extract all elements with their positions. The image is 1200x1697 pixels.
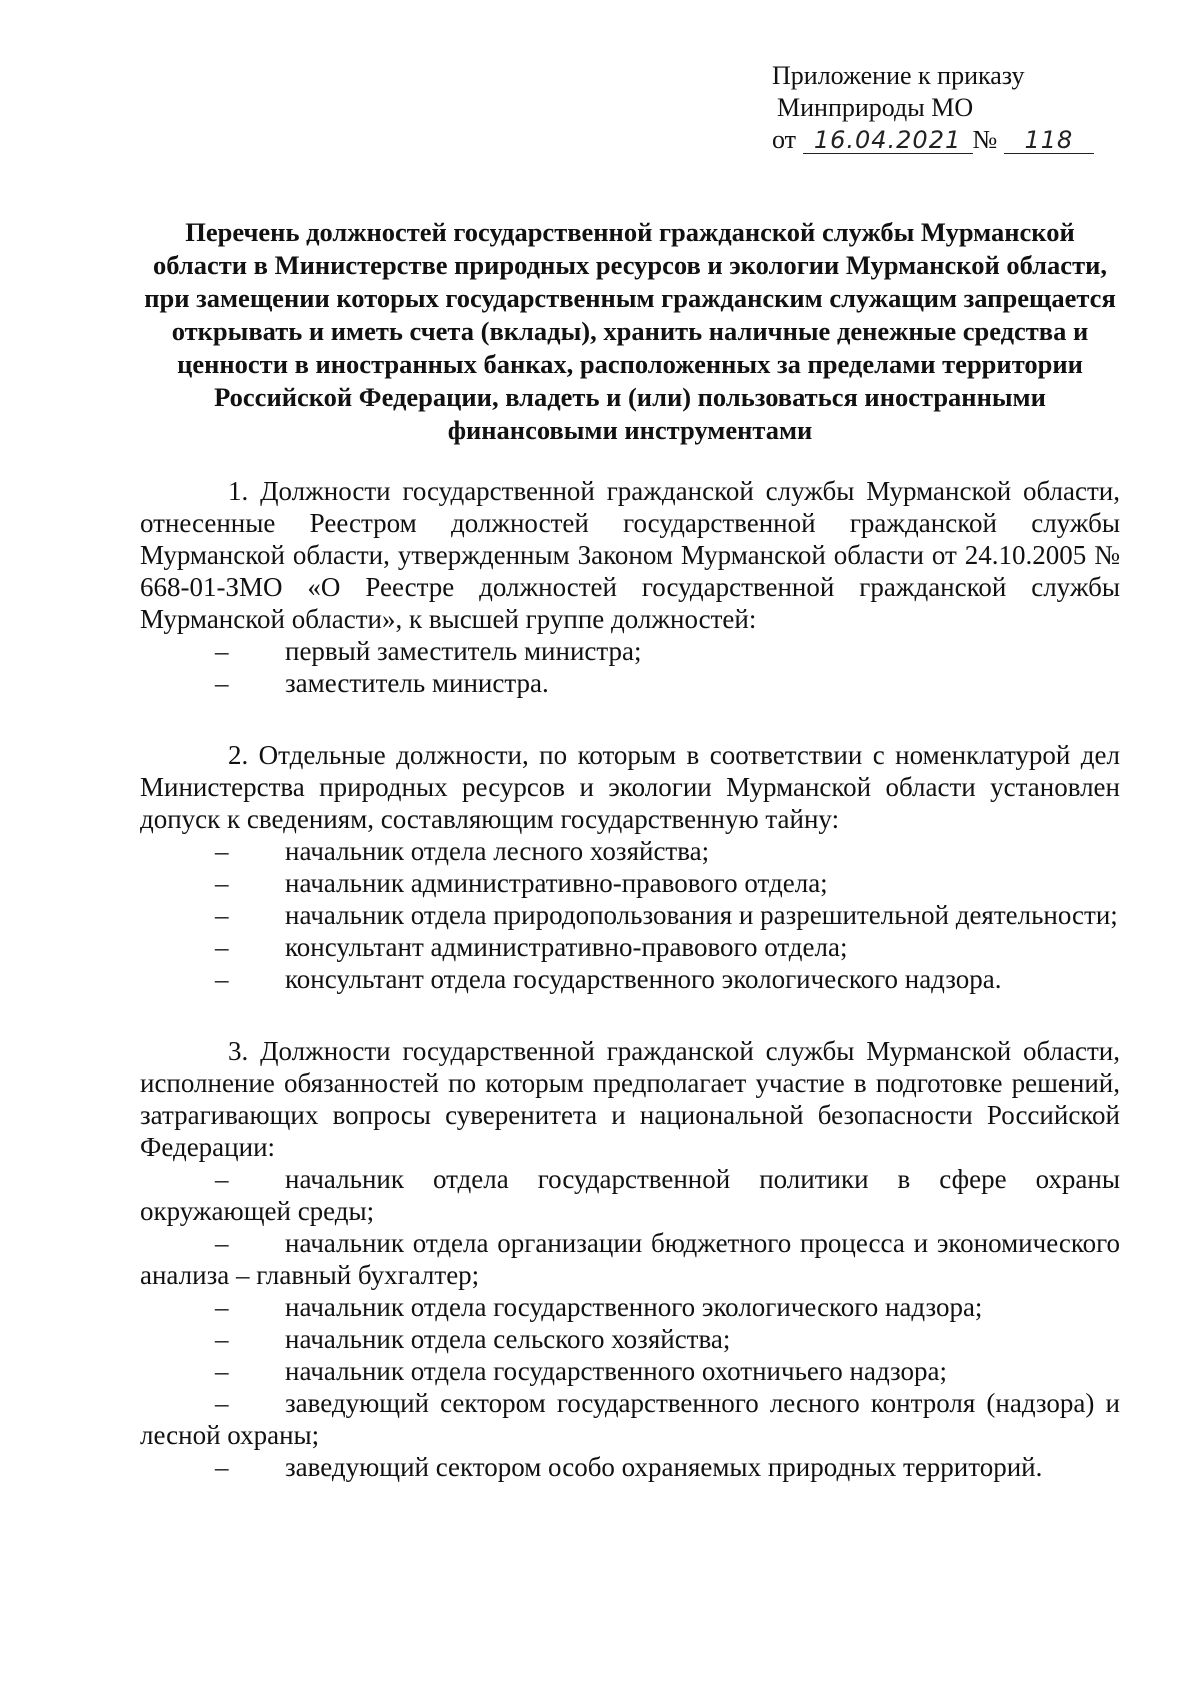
list-item-text: начальник отдела государственного охотничьего надзора; bbox=[285, 1356, 948, 1386]
dash-bullet: – bbox=[215, 1452, 229, 1482]
dash-bullet: – bbox=[215, 1292, 229, 1322]
list-item-text: начальник административно-правового отдела; bbox=[285, 868, 828, 898]
dash-bullet: – bbox=[215, 1388, 229, 1418]
number-label: № bbox=[972, 125, 998, 154]
list-item-text: консультант отдела государственного экологического надзора. bbox=[285, 964, 1002, 994]
list-item bbox=[140, 835, 1120, 867]
dash-bullet: – bbox=[215, 1228, 229, 1258]
list-item bbox=[140, 1227, 1120, 1291]
dash-bullet: – bbox=[215, 1164, 229, 1194]
list-item bbox=[140, 963, 1120, 995]
list-item-text: первый заместитель министра; bbox=[285, 636, 642, 666]
dash-bullet: – bbox=[215, 868, 229, 898]
from-label: от bbox=[772, 125, 797, 154]
list-item bbox=[140, 931, 1120, 963]
list-item-text: начальник отдела природопользования и разрешительной деятельности; bbox=[285, 900, 1118, 930]
list-item bbox=[140, 1355, 1120, 1387]
list-item-text: начальник отдела лесного хозяйства; bbox=[285, 836, 710, 866]
dash-bullet: – bbox=[215, 932, 229, 962]
dash-bullet: – bbox=[215, 636, 229, 666]
dash-bullet: – bbox=[215, 1356, 229, 1386]
list-item-text: заместитель министра. bbox=[285, 668, 549, 698]
list-item bbox=[140, 1451, 1120, 1483]
dash-bullet: – bbox=[215, 668, 229, 698]
list-item bbox=[140, 1323, 1120, 1355]
header-line-date-number bbox=[772, 124, 1094, 158]
list-item bbox=[140, 635, 1120, 667]
document-body bbox=[140, 475, 1120, 1483]
list-item-text: заведующий сектором государственного лесного контроля (надзора) и лесной охраны; bbox=[140, 1388, 1120, 1450]
dash-bullet: – bbox=[215, 1324, 229, 1354]
handwritten-date: 16.04.2021 bbox=[813, 126, 962, 154]
list-item bbox=[140, 899, 1120, 931]
document-title: Перечень должностей государственной гражданской службы Мурманской области в Министерстве природных ресурсов и экологии Мурманской области, при замещении которых государственным гражданским служащим запрещается открывать и иметь счета (вклады), хранить наличные денежные средства и ценности в иностранных банках, расположенных за пределами территории Российской Федерации, владеть и (или) пользоваться иностранными финансовыми инструментами bbox=[144, 217, 1116, 445]
list-item bbox=[140, 1387, 1120, 1451]
handwritten-number: 118 bbox=[1024, 126, 1074, 154]
header-line-appendix: Приложение к приказу bbox=[772, 61, 1025, 90]
number-field bbox=[1004, 127, 1094, 154]
section-2-intro: 2. Отдельные должности, по которым в соответствии с номенклатурой дел Министерства природных ресурсов и экологии Мурманской области установлен допуск к сведениям, составляющим государственную тайну: bbox=[140, 740, 1120, 834]
date-field bbox=[803, 127, 973, 154]
section-3-intro: 3. Должности государственной гражданской службы Мурманской области, исполнение обязанностей по которым предполагает участие в подготовке решений, затрагивающих вопросы суверенитета и национальной безопасности Российской Федерации: bbox=[140, 1036, 1120, 1162]
header-line-ministry: Минприроды МО bbox=[777, 93, 974, 122]
list-item-text: начальник отдела организации бюджетного процесса и экономического анализа – главный бухгалтер; bbox=[140, 1228, 1120, 1290]
order-header bbox=[772, 60, 1094, 158]
list-item bbox=[140, 1163, 1120, 1227]
list-item-text: заведующий сектором особо охраняемых природных территорий. bbox=[285, 1452, 1043, 1482]
list-item-text: консультант административно-правового отдела; bbox=[285, 932, 848, 962]
list-item bbox=[140, 867, 1120, 899]
list-item bbox=[140, 1291, 1120, 1323]
dash-bullet: – bbox=[215, 964, 229, 994]
list-item bbox=[140, 667, 1120, 699]
dash-bullet: – bbox=[215, 836, 229, 866]
list-item-text: начальник отдела государственной политики в сфере охраны окружающей среды; bbox=[140, 1164, 1120, 1226]
section-1-intro: 1. Должности государственной гражданской службы Мурманской области, отнесенные Реестром должностей государственной гражданской службы Мурманской области, утвержденным Законом Мурманской области от 24.10.2005 № 668-01-ЗМО «О Реестре должностей государственной гражданской службы Мурманской области», к высшей группе должностей: bbox=[140, 476, 1120, 634]
list-item-text: начальник отдела сельского хозяйства; bbox=[285, 1324, 731, 1354]
dash-bullet: – bbox=[215, 900, 229, 930]
list-item-text: начальник отдела государственного экологического надзора; bbox=[285, 1292, 983, 1322]
